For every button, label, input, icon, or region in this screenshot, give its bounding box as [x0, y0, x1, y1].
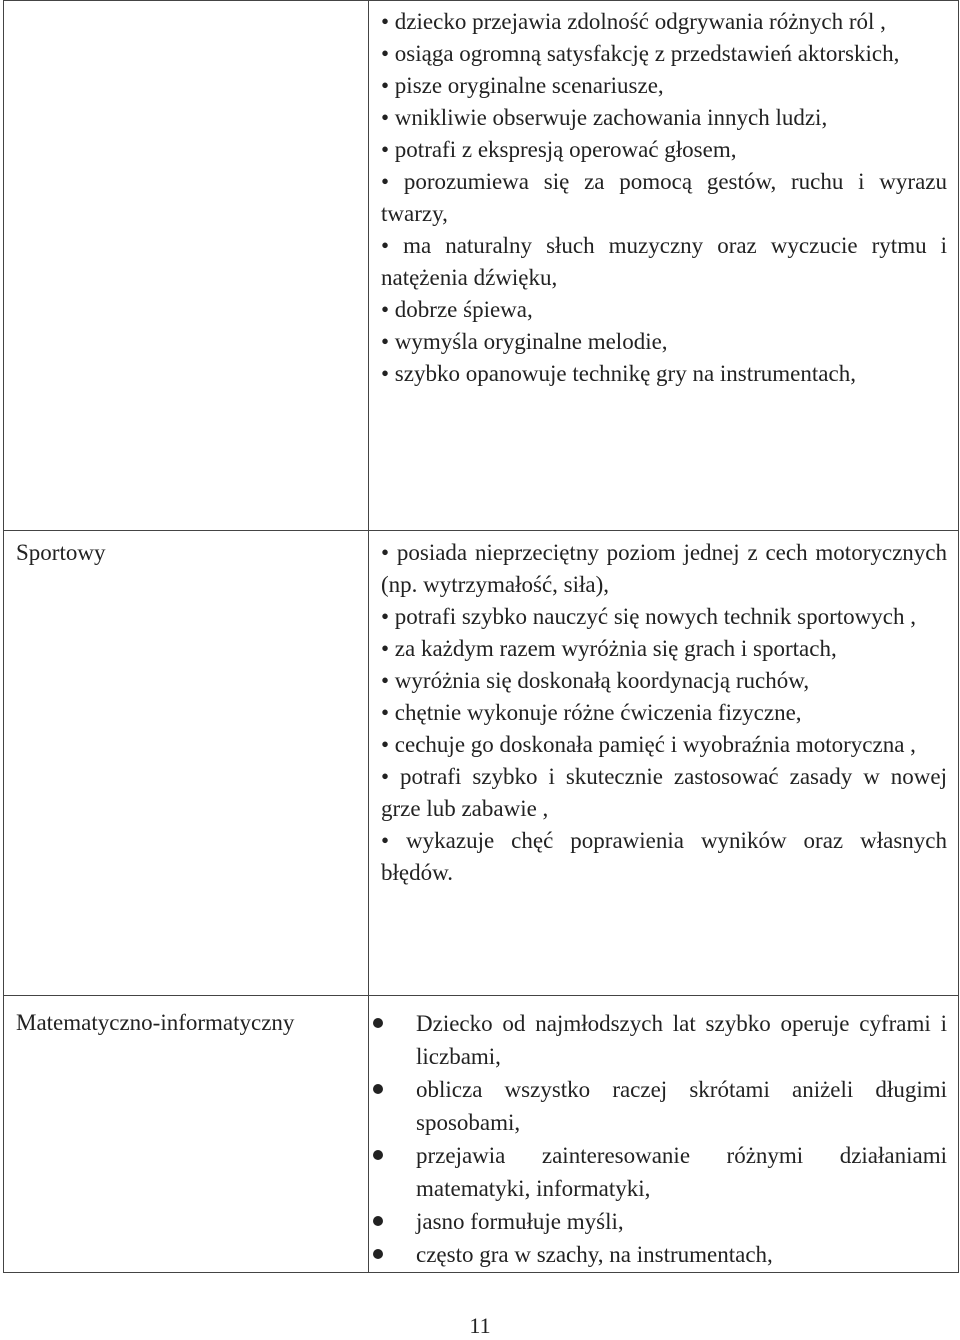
row3-item-text: często gra w szachy, na instrumentach, — [416, 1242, 773, 1267]
bullet-icon — [373, 1249, 383, 1259]
row2-item: • posiada nieprzeciętny poziom jednej z cech motorycznych (np. wytrzymałość, siła), — [381, 540, 947, 597]
row-divider-2 — [3, 995, 959, 996]
row3-item-text: przejawia zainteresowanie różnymi działaniami matematyki, informatyki, — [416, 1143, 947, 1201]
bullet-icon — [373, 1150, 383, 1160]
row2-item: • potrafi szybko i skutecznie zastosować zasady w nowej grze lub zabawie , — [381, 764, 947, 821]
row3-item — [373, 1007, 947, 1073]
row3-item — [373, 1073, 947, 1139]
row3-item — [373, 1205, 947, 1238]
row1-item: • dobrze śpiewa, — [381, 297, 533, 322]
row1-item: • osiąga ogromną satysfakcję z przedstawień aktorskich, — [381, 41, 900, 66]
row3-item — [373, 1139, 947, 1205]
row2-item: • za każdym razem wyróżnia się grach i sportach, — [381, 636, 837, 661]
row2-traits — [381, 537, 947, 889]
row2-item: • wykazuje chęć poprawienia wyników oraz własnych błędów. — [381, 828, 947, 885]
row3-item-text: oblicza wszystko raczej skrótami aniżeli długimi sposobami, — [416, 1077, 947, 1135]
row1-item: • wnikliwie obserwuje zachowania innych ludzi, — [381, 105, 828, 130]
bullet-icon — [373, 1216, 383, 1226]
row3-item — [373, 1238, 947, 1271]
page-number: 11 — [469, 1313, 491, 1338]
row2-item: • cechuje go doskonała pamięć i wyobraźnia motoryczna , — [381, 732, 916, 757]
row3-item-text: Dziecko od najmłodszych lat szybko operuje cyframi i liczbami, — [416, 1011, 947, 1069]
row1-item: • wymyśla oryginalne melodie, — [381, 329, 668, 354]
row-divider-1 — [3, 530, 959, 531]
row3-traits — [373, 1007, 947, 1271]
row2-item: • potrafi szybko nauczyć się nowych technik sportowych , — [381, 604, 916, 629]
row1-traits — [381, 6, 947, 390]
row1-item: • ma naturalny słuch muzyczny oraz wyczucie rytmu i natężenia dźwięku, — [381, 233, 947, 290]
row1-item: • pisze oryginalne scenariusze, — [381, 73, 664, 98]
category-label-matematyczno-informatyczny: Matematyczno-informatyczny — [16, 1010, 295, 1035]
row2-item: • wyróżnia się doskonałą koordynacją ruchów, — [381, 668, 810, 693]
column-divider — [368, 0, 369, 1273]
bullet-icon — [373, 1018, 383, 1028]
row2-item: • chętnie wykonuje różne ćwiczenia fizyczne, — [381, 700, 802, 725]
row1-item: • dziecko przejawia zdolność odgrywania różnych ról , — [381, 9, 886, 34]
category-label-sportowy: Sportowy — [16, 540, 106, 565]
row1-item: • porozumiewa się za pomocą gestów, ruchu i wyrazu twarzy, — [381, 169, 947, 226]
row1-item: • szybko opanowuje technikę gry na instrumentach, — [381, 361, 856, 386]
row1-item: • potrafi z ekspresją operować głosem, — [381, 137, 737, 162]
bullet-icon — [373, 1084, 383, 1094]
row3-item-text: jasno formułuje myśli, — [416, 1209, 624, 1234]
